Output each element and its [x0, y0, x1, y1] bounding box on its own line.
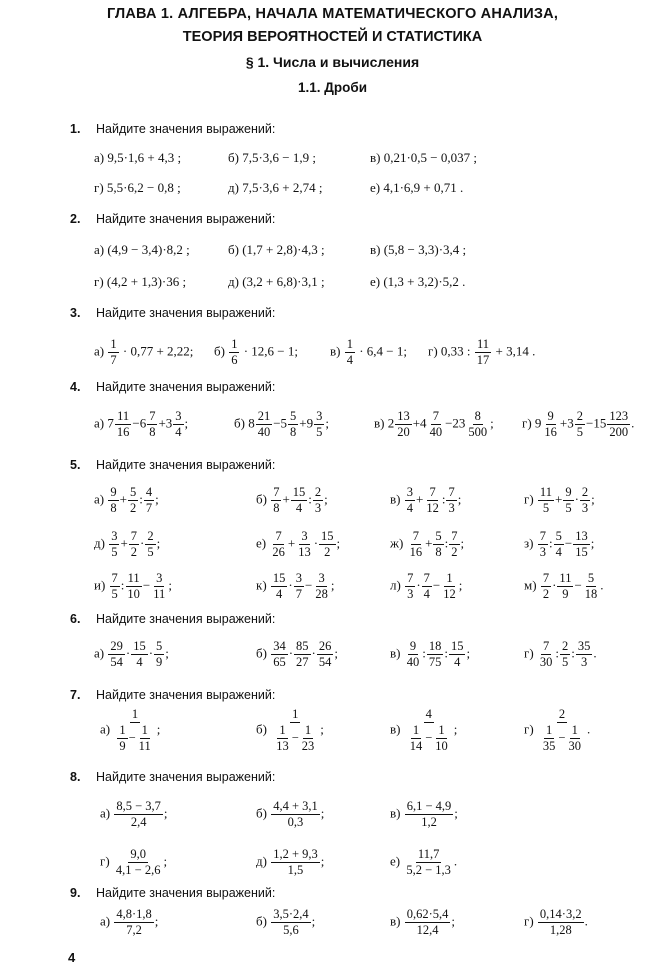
expression: а) $\frac{8,5 - 3,7}{2,4}$ ;	[100, 799, 168, 830]
expression: г) $\frac{0,14\cdot 3,2}{1,28}$ .	[524, 907, 588, 938]
expression: г) 0,33 : $\frac{11}{17}$ + 3,14 .	[428, 337, 536, 368]
expression: а) $\frac{1}{7}$ · 0,77 + 2,22;	[94, 337, 194, 368]
expression: е) $\frac{11,7}{5,2 - 1,3}$ .	[390, 847, 458, 878]
expression: а) (4,9 − 3,4)·8,2 ;	[94, 242, 190, 257]
problem-number: 8.	[70, 770, 81, 784]
expression: а) 7 $\frac{11}{16}$ −6 $\frac{7}{8}$ +3 $\frac{3}{4}$ ;	[94, 409, 189, 440]
chapter-title: ГЛАВА 1. АЛГЕБРА, НАЧАЛА МАТЕМАТИЧЕСКОГО АНАЛИЗА,	[106, 6, 559, 22]
expression: ж) $\frac{7}{16}$ + $\frac{5}{8}$ : $\frac{7}{2}$ ;	[390, 529, 465, 560]
problem-instruction: Найдите значения выражений:	[96, 688, 276, 702]
problem-2	[0, 212, 665, 289]
problem-instruction: Найдите значения выражений:	[96, 612, 276, 626]
expression: б) $\frac{4,4 + 3,1}{0,3}$ ;	[256, 799, 325, 830]
expression: в) $\frac{1}{4}$ · 6,4 − 1;	[330, 337, 407, 368]
problem-number: 5.	[70, 458, 81, 472]
expression: б) $\frac{34}{65}$ · $\frac{85}{27}$ · $\frac{26}{54}$ ;	[256, 639, 339, 670]
expression: в) 2 $\frac{13}{20}$ +4 $\frac{7}{40}$ −23 $\frac{8}{500}$ ;	[374, 409, 494, 440]
expression: и) $\frac{7}{5}$ : $\frac{11}{10}$ − $\frac{3}{11}$ ;	[94, 571, 172, 602]
expression: в) 0,21·0,5 − 0,037 ;	[370, 150, 477, 165]
problem-instruction: Найдите значения выражений:	[96, 306, 276, 320]
problem-number: 1.	[70, 122, 81, 136]
problem-number: 2.	[70, 212, 81, 226]
problem-6	[0, 612, 665, 670]
expression: д) (3,2 + 6,8)·3,1 ;	[228, 274, 325, 289]
expression: в) $\frac{6,1 - 4,9}{1,2}$ ;	[390, 799, 458, 830]
expression: к) $\frac{15}{4}$ · $\frac{3}{7}$ − $\frac{3}{28}$ ;	[256, 571, 335, 602]
expression: а) $\frac{9}{8}$ + $\frac{5}{2}$ : $\frac{4}{7}$ ;	[94, 485, 159, 516]
problem-instruction: Найдите значения выражений:	[96, 212, 276, 226]
problem-1	[0, 122, 665, 195]
problem-instruction: Найдите значения выражений:	[96, 122, 276, 136]
expression: в) $\frac{3}{4}$ + $\frac{7}{12}$ : $\frac{7}{3}$ ;	[390, 485, 462, 516]
problem-4	[0, 380, 665, 440]
problem-instruction: Найдите значения выражений:	[96, 886, 276, 900]
expression: г) 9 $\frac{9}{16}$ +3 $\frac{2}{5}$ −15 $\frac{123}{200}$ .	[522, 409, 635, 440]
expression: в) 4 $\frac{1}{14}$ − $\frac{1}{10}$ ;	[390, 707, 458, 754]
problem-7	[0, 688, 665, 754]
expression: в) $\frac{0,62\cdot 5,4}{12,4}$ ;	[390, 907, 456, 938]
expression: г) $\frac{11}{5}$ + $\frac{9}{5}$ · $\frac{2}{3}$ ;	[524, 485, 595, 516]
expression: а) $\frac{29}{54}$ · $\frac{15}{4}$ · $\frac{5}{9}$ ;	[94, 639, 169, 670]
expression: б) 8 $\frac{21}{40}$ −5 $\frac{5}{8}$ +9 $\frac{3}{5}$ ;	[234, 409, 330, 440]
expression: г) 2 $\frac{1}{35}$ − $\frac{1}{30}$ .	[524, 707, 591, 754]
subsection-title: 1.1. Дроби	[297, 80, 368, 95]
expression: г) (4,2 + 1,3)·36 ;	[94, 274, 187, 289]
problem-number: 6.	[70, 612, 81, 626]
problem-number: 4.	[70, 380, 81, 394]
problem-8	[0, 770, 665, 878]
expression: а) 1 $\frac{1}{9}$ − $\frac{1}{11}$ ;	[100, 707, 161, 754]
problem-instruction: Найдите значения выражений:	[96, 458, 276, 472]
problem-number: 9.	[70, 886, 81, 900]
page-number: 4	[68, 950, 76, 965]
expression: б) $\frac{7}{8}$ + $\frac{15}{4}$ : $\frac{2}{3}$ ;	[256, 485, 328, 516]
chapter-subtitle: ТЕОРИЯ ВЕРОЯТНОСТЕЙ И СТАТИСТИКА	[182, 29, 483, 45]
expression: з) $\frac{7}{3}$ : $\frac{5}{4}$ − $\frac{13}{15}$ ;	[524, 529, 595, 560]
expression: д) 7,5·3,6 + 2,74 ;	[228, 180, 323, 195]
expression: а) 9,5·1,6 + 4,3 ;	[94, 150, 182, 165]
expression: е) $\frac{7}{26}$ + $\frac{3}{13}$ · $\frac{15}{2}$ ;	[256, 529, 341, 560]
expression: г) $\frac{7}{30}$ : $\frac{2}{5}$ : $\frac{35}{3}$ .	[524, 639, 597, 670]
problem-number: 7.	[70, 688, 81, 702]
expression: в) (5,8 − 3,3)·3,4 ;	[370, 242, 467, 257]
expression: б) (1,7 + 2,8)·4,3 ;	[228, 242, 325, 257]
expression: б) $\frac{1}{6}$ · 12,6 − 1;	[214, 337, 298, 368]
problem-instruction: Найдите значения выражений:	[96, 380, 276, 394]
expression: г) $\frac{9,0}{4,1 - 2,6}$ ;	[100, 847, 168, 878]
expression: б) $\frac{3,5\cdot 2,4}{5,6}$ ;	[256, 907, 316, 938]
problem-5	[0, 458, 665, 602]
expression: а) $\frac{4,8\cdot 1,8}{7,2}$ ;	[100, 907, 159, 938]
problem-9	[0, 886, 665, 938]
expression: м) $\frac{7}{2}$ · $\frac{11}{9}$ − $\frac{5}{18}$ .	[524, 571, 604, 602]
expression: г) 5,5·6,2 − 0,8 ;	[94, 180, 181, 195]
expression: б) 1 $\frac{1}{13}$ − $\frac{1}{23}$ ;	[256, 707, 324, 754]
problem-number: 3.	[70, 306, 81, 320]
expression: е) (1,3 + 3,2)·5,2 .	[370, 274, 466, 289]
expression: л) $\frac{7}{3}$ · $\frac{7}{4}$ − $\frac{1}{12}$ ;	[390, 571, 463, 602]
expression: б) 7,5·3,6 − 1,9 ;	[228, 150, 316, 165]
section-title: § 1. Числа и вычисления	[245, 54, 420, 70]
expression: в) $\frac{9}{40}$ : $\frac{18}{75}$ : $\frac{15}{4}$ ;	[390, 639, 471, 670]
expression: д) $\frac{3}{5}$ + $\frac{7}{2}$ · $\frac{2}{5}$ ;	[94, 529, 161, 560]
problem-instruction: Найдите значения выражений:	[96, 770, 276, 784]
problem-3	[0, 306, 665, 368]
expression: д) $\frac{1,2 + 9,3}{1,5}$ ;	[256, 847, 325, 878]
expression: е) 4,1·6,9 + 0,71 .	[370, 180, 464, 195]
